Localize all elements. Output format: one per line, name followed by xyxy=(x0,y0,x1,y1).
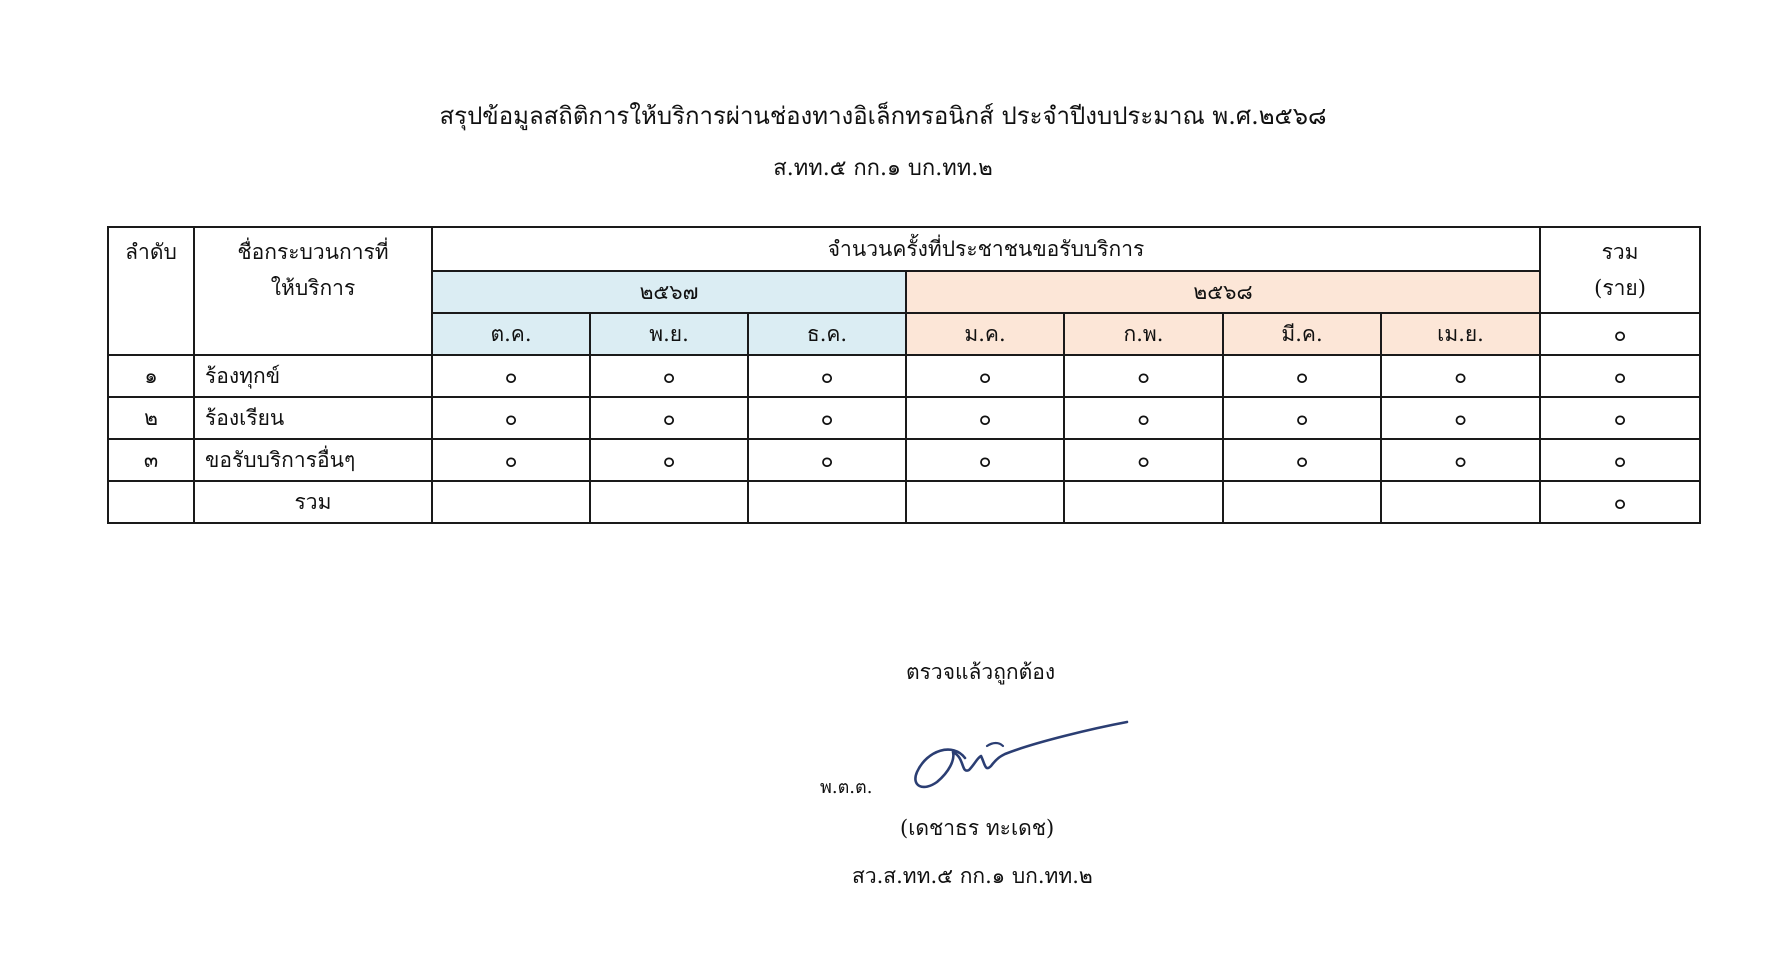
summary-empty-cell xyxy=(1381,481,1540,523)
process-name: ร้องทุกข์ xyxy=(194,355,432,397)
month-header: พ.ย. xyxy=(590,313,748,355)
count-group-header: จำนวนครั้งที่ประชาชนขอรับบริการ xyxy=(432,227,1540,271)
summary-empty-cell xyxy=(108,481,194,523)
signer-rank: พ.ต.ต. xyxy=(820,777,873,798)
table-cell: ๐ xyxy=(748,355,906,397)
year-header-2568: ๒๕๖๘ xyxy=(906,271,1540,313)
month-header: ต.ค. xyxy=(432,313,590,355)
process-header-line1: ชื่อกระบวนการที่ xyxy=(237,240,389,264)
order-header: ลำดับ xyxy=(108,227,194,355)
summary-empty-cell xyxy=(590,481,748,523)
summary-label: รวม xyxy=(194,481,432,523)
month-header: ธ.ค. xyxy=(748,313,906,355)
table-row xyxy=(108,355,1700,397)
signer-position: สว.ส.ทท.๕ กก.๑ บก.ทท.๒ xyxy=(852,864,1093,888)
signer-name: (เดชาธร ทะเดช) xyxy=(900,816,1055,840)
row-total: ๐ xyxy=(1540,397,1700,439)
table-cell: ๐ xyxy=(1223,439,1381,481)
month-header: มี.ค. xyxy=(1223,313,1381,355)
table-cell: ๐ xyxy=(590,355,748,397)
summary-total: ๐ xyxy=(1540,481,1700,523)
table-cell: ๐ xyxy=(1064,397,1223,439)
table-cell: ๐ xyxy=(590,397,748,439)
total-header-line1: รวม xyxy=(1601,240,1639,264)
table-cell: ๐ xyxy=(1064,355,1223,397)
process-header xyxy=(194,227,432,355)
process-name: ร้องเรียน xyxy=(194,397,432,439)
table-cell: ๐ xyxy=(748,397,906,439)
table-cell: ๐ xyxy=(906,397,1064,439)
row-number: ๒ xyxy=(108,397,194,439)
table-cell: ๐ xyxy=(1381,355,1540,397)
handwritten-signature xyxy=(905,712,1135,802)
total-header-line2: (ราย) xyxy=(1594,276,1646,300)
table-cell: ๐ xyxy=(590,439,748,481)
summary-empty-cell xyxy=(1223,481,1381,523)
row-total: ๐ xyxy=(1540,355,1700,397)
table-cell: ๐ xyxy=(906,355,1064,397)
table-cell: ๐ xyxy=(1223,355,1381,397)
table-row xyxy=(108,397,1700,439)
summary-empty-cell xyxy=(906,481,1064,523)
table-cell: ๐ xyxy=(432,439,590,481)
document-title: สรุปข้อมูลสถิติการให้บริการผ่านช่องทางอิเล็กทรอนิกส์ ประจำปีงบประมาณ พ.ศ.๒๕๖๘ xyxy=(439,102,1327,130)
table-row xyxy=(108,439,1700,481)
total-header-value: ๐ xyxy=(1540,313,1700,355)
year-header-2567: ๒๕๖๗ xyxy=(432,271,906,313)
table-cell: ๐ xyxy=(432,397,590,439)
table-cell: ๐ xyxy=(432,355,590,397)
summary-empty-cell xyxy=(1064,481,1223,523)
table-cell: ๐ xyxy=(748,439,906,481)
document-subtitle: ส.ทท.๕ กก.๑ บก.ทท.๒ xyxy=(773,156,993,181)
row-total: ๐ xyxy=(1540,439,1700,481)
statistics-table xyxy=(107,226,1701,524)
month-header: ก.พ. xyxy=(1064,313,1223,355)
verified-label: ตรวจแล้วถูกต้อง xyxy=(906,660,1056,684)
process-header-line2: ให้บริการ xyxy=(270,276,356,300)
summary-empty-cell xyxy=(432,481,590,523)
header-row-1 xyxy=(108,227,1700,271)
month-header: เม.ย. xyxy=(1381,313,1540,355)
process-name: ขอรับบริการอื่นๆ xyxy=(194,439,432,481)
month-header: ม.ค. xyxy=(906,313,1064,355)
row-number: ๑ xyxy=(108,355,194,397)
table-cell: ๐ xyxy=(906,439,1064,481)
table-cell: ๐ xyxy=(1381,439,1540,481)
row-number: ๓ xyxy=(108,439,194,481)
table-cell: ๐ xyxy=(1064,439,1223,481)
summary-row xyxy=(108,481,1700,523)
table-cell: ๐ xyxy=(1381,397,1540,439)
summary-empty-cell xyxy=(748,481,906,523)
total-header xyxy=(1540,227,1700,313)
table-cell: ๐ xyxy=(1223,397,1381,439)
